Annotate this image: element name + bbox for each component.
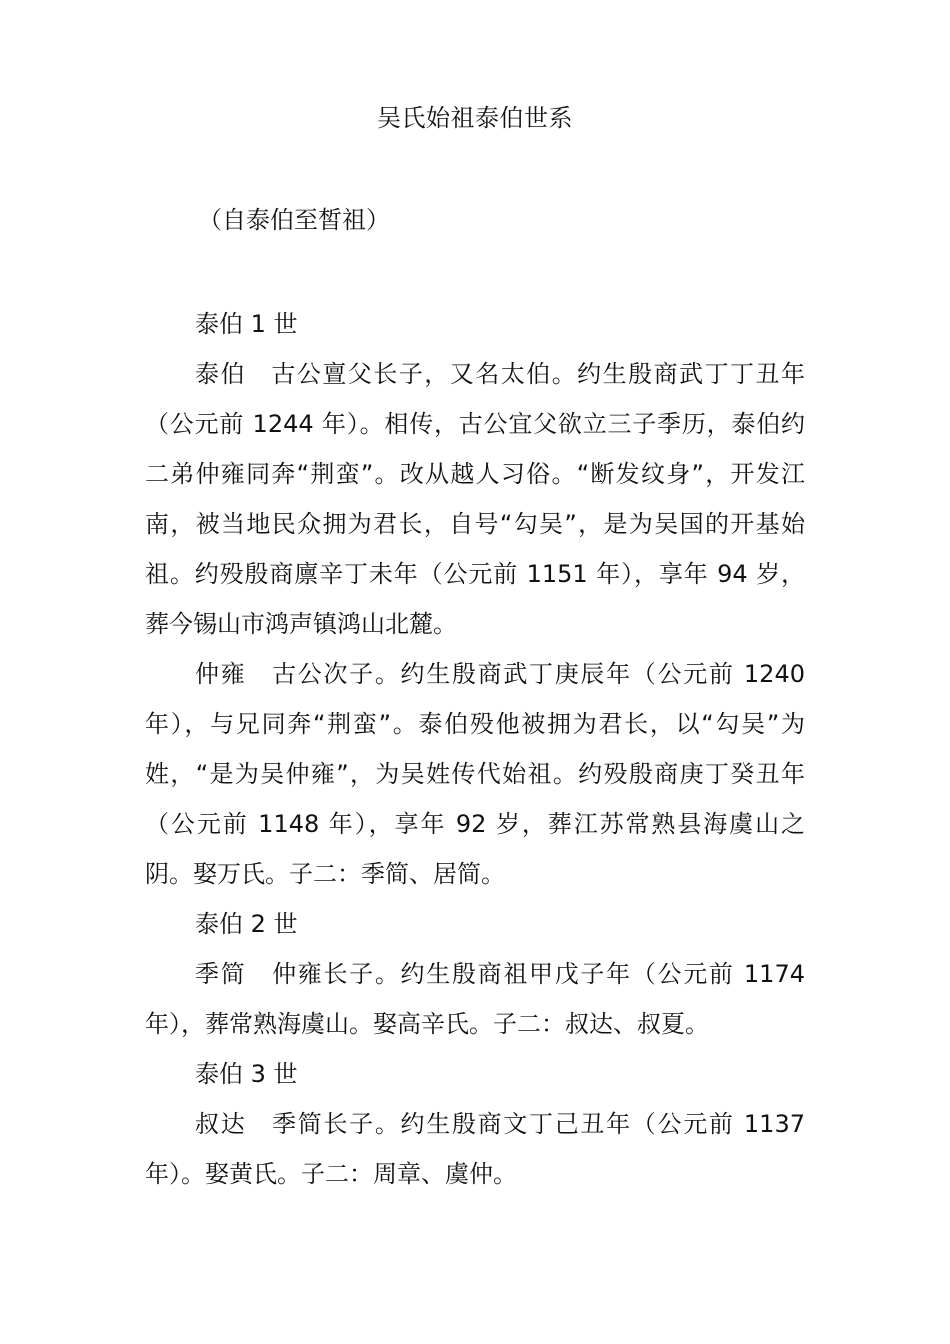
document-subtitle: （自泰伯至皙祖）	[198, 206, 390, 234]
entry-jijian: 季简 仲雍长子。约生殷商祖甲戊子年（公元前 1174 年），葬常熟海虞山。娶高辛氏。子二：叔达、叔夏。	[145, 960, 813, 1038]
entry-zhongyong: 仲雍 古公次子。约生殷商武丁庚辰年（公元前 1240 年），与兄同奔“荆蛮”。泰伯殁他被拥为君长，以“勾吴”为姓，“是为吴仲雍”，为吴姓传代始祖。约殁殷商庚丁癸丑年（公元前 1148 年），享年 92 岁，葬江苏常熟县海虞山之阴。娶万氏。子二：季简、居简。	[145, 660, 813, 888]
generation-heading-3: 泰伯 3 世	[195, 1060, 298, 1088]
document-body	[145, 299, 813, 1199]
generation-heading-1: 泰伯 1 世	[195, 310, 298, 338]
generation-heading-2: 泰伯 2 世	[195, 910, 298, 938]
document-title: 吴氏始祖泰伯世系	[377, 104, 573, 132]
entry-taibo: 泰伯 古公亶父长子，又名太伯。约生殷商武丁丁丑年（公元前 1244 年）。相传，古公宜父欲立三子季历，泰伯约二弟仲雍同奔“荆蛮”。改从越人习俗。“断发纹身”，开发江南，被当地民众拥为君长，自号“勾吴”，是为吴国的开基始祖。约殁殷商廪辛丁未年（公元前 1151 年），享年 94 岁，葬今锡山市鸿声镇鸿山北麓。	[145, 360, 805, 638]
entry-shuda: 叔达 季简长子。约生殷商文丁己丑年（公元前 1137 年）。娶黄氏。子二：周章、虞仲。	[145, 1110, 813, 1188]
